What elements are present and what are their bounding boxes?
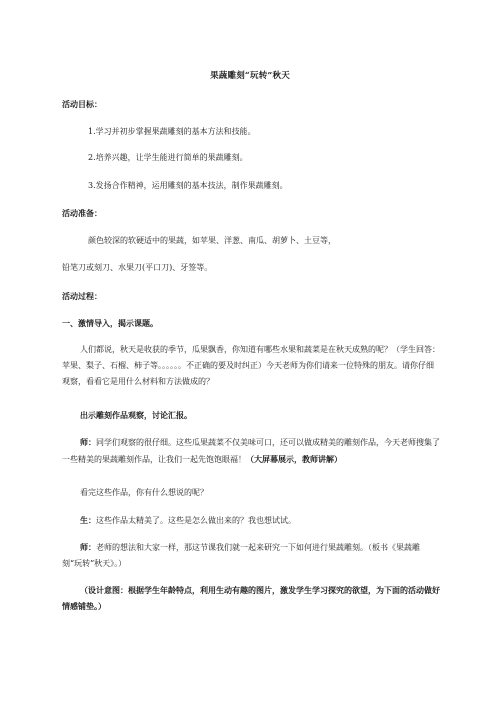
question-line: 看完这些作品，你有什么想说的呢？ xyxy=(80,488,208,497)
prep-line-2: 铅笔刀或刻刀、水果刀(平口刀)、牙签等。 xyxy=(62,263,213,272)
speaker-teacher-label-2: 师： xyxy=(80,542,96,552)
prep-line-1: 颜色较深的软硬适中的果蔬，如苹果、洋葱、南瓜、胡萝卜、土豆等， xyxy=(88,236,336,245)
goal-item-3: 3.发扬合作精神，运用雕刻的基本技法，制作果蔬雕刻。 xyxy=(88,181,288,190)
student-text: 这些作品太精美了。这些是怎么做出来的？我也想试试。 xyxy=(96,516,296,525)
process-heading: 活动过程： xyxy=(62,291,102,301)
speaker-student-label: 生： xyxy=(80,515,96,525)
subheading-observe: 出示雕刻作品观察，讨论汇报。 xyxy=(80,410,192,420)
paragraph-teacher-1 xyxy=(62,434,440,468)
goal-heading: 活动目标： xyxy=(62,99,102,109)
goal-item-2: 2.培养兴趣，让学生能进行简单的果蔬雕刻。 xyxy=(88,153,248,162)
teacher-2-text: 老师的想法和大家一样，那这节课我们就一起来研究一下如何进行果蔬雕刻。（板书《果蔬雕刻“玩转”秋天》。） xyxy=(62,543,420,568)
paragraph-student xyxy=(62,512,440,529)
document-title: 果蔬雕刻“玩转”秋天 xyxy=(210,71,290,81)
section-1-heading: 一、激情导入，揭示课题。 xyxy=(62,318,158,328)
speaker-teacher-label: 师： xyxy=(80,437,96,447)
prep-heading: 活动准备： xyxy=(62,208,102,218)
design-intent-note: （设计意图：根据学生年龄特点，利用生动有趣的图片，激发学生学习探究的欲望，为下面的活动做好情感铺垫。） xyxy=(62,585,440,611)
teacher-1-note: （大屏幕展示，教师讲解） xyxy=(246,454,342,464)
goal-item-1: 1.学习并初步掌握果蔬雕刻的基本方法和技能。 xyxy=(88,127,256,136)
paragraph-intro: 人们都说，秋天是收获的季节，瓜果飘香，你知道有哪些水果和蔬菜是在秋天成熟的呢？（学生回答：苹果、梨子、石榴、柿子等。。。。。。不正确的要及时纠正）今天老师为你们请来一位特殊的朋友。请你仔细观察，看看它是用什么材料和方法做成的？ xyxy=(62,345,440,386)
teacher-1-text: 同学们观察的很仔细。这些瓜果蔬菜不仅美味可口，还可以做成精美的雕刻作品，今天老师搜集了一些精美的果蔬雕刻作品，让我们一起先饱饱眼福！ xyxy=(62,438,440,464)
paragraph-teacher-2 xyxy=(62,539,440,572)
